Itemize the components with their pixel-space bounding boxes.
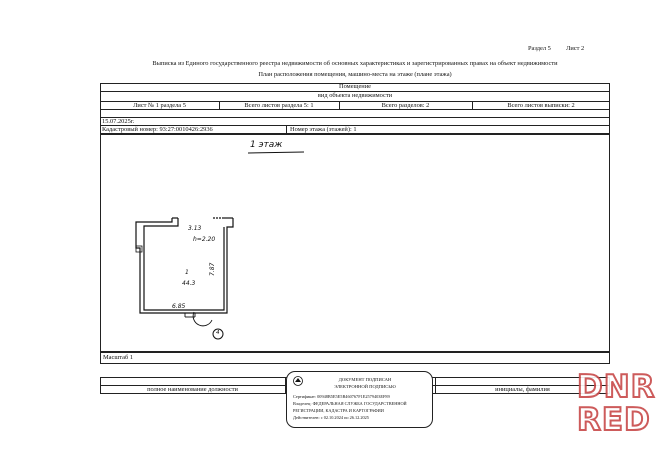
position-caption: полное наименование должности: [147, 385, 238, 393]
info-table: [100, 83, 610, 134]
signature-validity: Действителен: с 02.10.2024 по 26.12.2025: [293, 415, 369, 420]
name-caption: инициалы, фамилия: [495, 385, 550, 393]
marker-number: 4: [216, 330, 220, 336]
divider: [286, 125, 287, 134]
watermark-line2: RED: [577, 402, 651, 438]
room-number: 1: [185, 269, 189, 276]
sheet-of-section: Лист № 1 раздела 5: [133, 101, 186, 109]
floor-plan-drawing: [100, 134, 610, 352]
object-type-value: Помещение: [338, 83, 371, 90]
sheets-in-section: Всего листов раздела 5: 1: [244, 101, 314, 109]
door-arc: [193, 312, 212, 326]
watermark-line1: DNR: [577, 369, 656, 405]
divider: [100, 117, 610, 118]
extract-date: 15.07.2025г.: [102, 117, 135, 125]
room-area: 44.3: [182, 280, 196, 287]
emblem-icon: [292, 375, 304, 387]
signature-line2: ЭЛЕКТРОННОЙ ПОДПИСЬЮ: [334, 384, 396, 389]
signature-owner: Владелец: ФЕДЕРАЛЬНАЯ СЛУЖБА ГОСУДАРСТВЕННОЙ: [293, 401, 407, 406]
cadastral-number: Кадастровый номер: 93:27:0010426:2936: [102, 125, 213, 133]
floor-label: 1 этаж: [250, 140, 283, 150]
divider: [100, 109, 610, 110]
document-title: Выписка из Единого государственного реестра недвижимости об основных характеристиках и зарегистрированных правах на объект недвижимости: [152, 60, 558, 67]
document-subtitle: План расположения помещения, машино-места на этаже (плане этажа): [258, 71, 452, 78]
floor-label-underline: [248, 152, 304, 153]
object-type-caption: вид объекта недвижимости: [317, 92, 393, 99]
section-label: Раздел 5: [528, 45, 551, 52]
dimension-bottom: 6.85: [172, 303, 186, 310]
dimension-top: 3.13: [188, 225, 202, 232]
scale-label: Масштаб 1: [103, 354, 134, 361]
watermark-logo: [577, 371, 657, 439]
floor-number: Номер этажа (этажей): 1: [290, 125, 357, 133]
signature-line1: ДОКУМЕНТ ПОДПИСАН: [338, 377, 392, 382]
sections-total: Всего разделов: 2: [381, 101, 430, 109]
ceiling-height: h=2.20: [193, 236, 216, 243]
sheet-label: Лист 2: [566, 45, 585, 52]
extract-sheets-total: Всего листов выписки: 2: [507, 101, 575, 109]
signature-certificate: Сертификат: 00948B5E5E5B460767F1E2579403EF89: [293, 394, 390, 399]
dimension-right: 7.87: [209, 262, 216, 276]
signature-owner-2: РЕГИСТРАЦИИ, КАДАСТРА И КАРТОГРАФИИ: [293, 408, 384, 413]
scale-row: [100, 352, 610, 364]
e-signature-stamp: [286, 371, 433, 428]
